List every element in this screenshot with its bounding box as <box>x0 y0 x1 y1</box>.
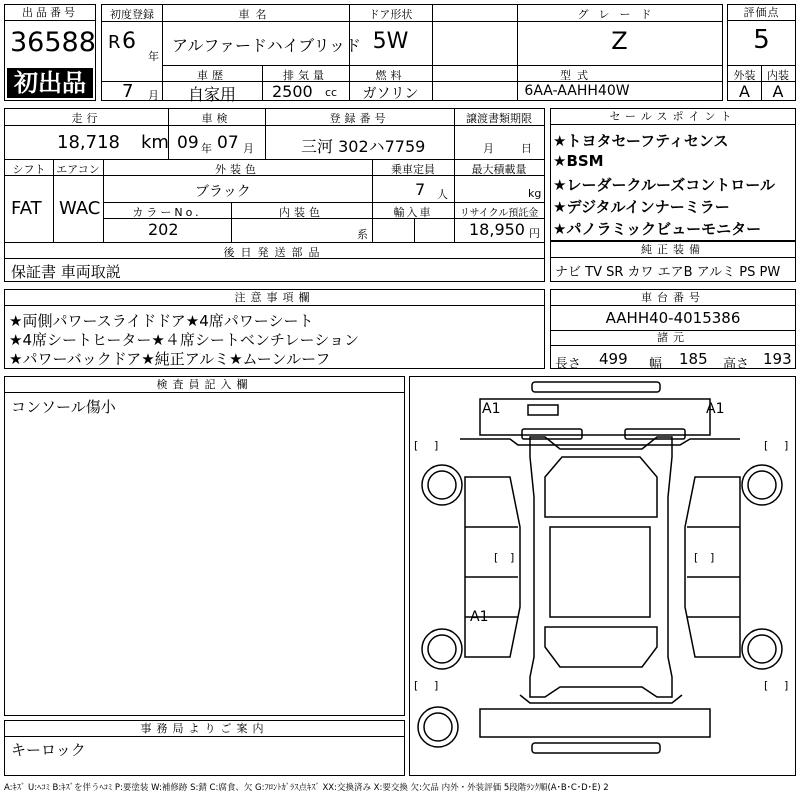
notes-line: ★4席シートヒーター★４席シートベンチレーション <box>9 331 359 349</box>
year-unit: 年 <box>148 50 159 63</box>
shift-value: FAT <box>11 198 42 219</box>
later-parts-value: 保証書 車両取説 <box>11 263 121 281</box>
history-value: 自家用 <box>187 85 236 104</box>
ext-color-value: ブラック <box>195 184 251 200</box>
grade-value: Z <box>611 27 628 55</box>
displacement-unit: cc <box>325 86 338 99</box>
inspector-label: 検査員記入欄 <box>5 377 404 393</box>
svg-text:[: [ <box>414 679 419 692</box>
int-color-unit: 系 <box>357 228 368 241</box>
transfer-month: 月 <box>483 142 494 155</box>
car-name: アルファードハイブリッド <box>172 36 361 55</box>
recycle-unit: 円 <box>529 227 540 240</box>
transfer-label: 譲渡書類期限 <box>466 112 532 125</box>
svg-text:[: [ <box>694 551 699 564</box>
inspector-value: コンソール傷小 <box>11 398 116 416</box>
first-listing-badge <box>7 68 93 98</box>
notes-label: 注意事項欄 <box>5 290 544 306</box>
inspection-year-unit: 年 <box>201 142 212 155</box>
mileage-unit: km <box>141 132 169 153</box>
registration-value: 三河 302ハ7759 <box>301 137 426 156</box>
detail-grid <box>4 108 545 282</box>
import-label: 輸入車 <box>393 206 433 219</box>
aircon-value: WAC <box>59 198 101 219</box>
mileage-value: 18,718 <box>57 132 120 153</box>
chassis-label: 車台番号 <box>551 290 795 306</box>
inspector-box <box>4 376 405 716</box>
svg-text:]: ] <box>784 439 789 452</box>
office-label: 事務局よりご案内 <box>5 721 404 737</box>
score-box <box>727 4 796 101</box>
damage-mark: A1 <box>470 609 489 625</box>
inspection-month: 07 <box>217 133 239 153</box>
height-label: 高さ <box>723 357 750 372</box>
color-no-value: 202 <box>148 220 179 239</box>
notes-line: ★パワーバックドア★純正アルミ★ムーンルーフ <box>9 350 331 368</box>
notes-line: ★両側パワースライドドア★4席パワーシート <box>9 312 314 330</box>
recycle-value: 18,950 <box>469 220 525 239</box>
doors-label: ドア形状 <box>368 8 413 21</box>
svg-text:[: [ <box>494 551 499 564</box>
selling-point: ★パノラミックビューモニター <box>553 220 762 238</box>
svg-text:]: ] <box>434 679 439 692</box>
car-diagram <box>409 376 796 776</box>
inspection-month-unit: 月 <box>243 142 254 155</box>
badge-text: 初出品 <box>14 69 86 97</box>
first-reg-label: 初度登録 <box>110 8 154 21</box>
max-load-label: 最大積載量 <box>471 163 527 176</box>
registration-label: 登録番号 <box>329 112 390 125</box>
int-score: A <box>772 82 784 101</box>
equipment-label: 純正装備 <box>551 242 795 258</box>
displacement-label: 排気量 <box>283 69 328 82</box>
svg-text:]: ] <box>510 551 515 564</box>
width-value: 185 <box>679 350 708 368</box>
mileage-label: 走行 <box>71 112 102 125</box>
model-label: 型式 <box>560 69 594 82</box>
equipment-value: ナビ TV SR カワ エアB アルミ PS PW <box>555 265 781 280</box>
office-box <box>4 720 405 776</box>
width-label: 幅 <box>649 357 663 372</box>
capacity-label: 乗車定員 <box>391 163 435 176</box>
equipment-box <box>550 241 796 282</box>
capacity-unit: 人 <box>437 188 448 201</box>
reg-month: 7 <box>122 81 134 102</box>
grade-label: グレード <box>577 8 662 21</box>
length-label: 長さ <box>555 357 582 372</box>
selling-point: ★レーダークルーズコントロール <box>553 176 775 194</box>
reg-year: 6 <box>122 29 136 54</box>
displacement-value: 2500 <box>272 82 313 101</box>
shift-label: シフト <box>12 163 46 176</box>
car-name-label: 車名 <box>238 8 273 21</box>
selling-point: ★トヨタセーフティセンス <box>553 132 729 150</box>
later-parts-label: 後日発送部品 <box>223 246 326 259</box>
month-unit: 月 <box>148 89 159 102</box>
car-outline <box>410 377 795 775</box>
office-value: キーロック <box>11 741 86 759</box>
chassis-value: AAHH40-4015386 <box>605 309 741 327</box>
damage-mark: A1 <box>706 401 725 417</box>
color-no-label: カラーNo. <box>132 206 202 219</box>
inspection-year: 09 <box>177 133 199 153</box>
damage-mark: A1 <box>482 401 501 417</box>
legend: A:ｷｽﾞ U:ﾍｺﾐ B:ｷｽﾞを伴うﾍｺﾐ P:要塗装 W:補修跡 S:錆 C:腐食、欠 G:ﾌﾛﾝﾄｶﾞﾗｽ点ｷｽﾞ XX:交換済み X:要交換 欠:欠品 内外・外装評価 5段階ﾗﾝｸ順(A･B･C･D･E) 2 <box>4 783 609 793</box>
fuel-value: ガソリン <box>362 86 419 102</box>
height-value: 193 <box>763 350 792 368</box>
dims-label: 諸元 <box>551 330 795 346</box>
fuel-label: 燃料 <box>375 69 406 82</box>
svg-text:[: [ <box>764 679 769 692</box>
svg-text:[: [ <box>764 439 769 452</box>
recycle-label: リサイクル預託金 <box>459 208 539 219</box>
selling-points-box <box>550 108 796 241</box>
capacity-value: 7 <box>415 180 426 199</box>
inspection-label: 車検 <box>201 112 232 125</box>
lot-box <box>4 4 96 101</box>
selling-point: ★BSM <box>553 152 604 170</box>
aircon-label: エアコン <box>56 163 100 176</box>
svg-text:]: ] <box>434 439 439 452</box>
era: R <box>108 32 121 53</box>
notes-box <box>4 289 545 369</box>
svg-text:]: ] <box>710 551 715 564</box>
svg-text:]: ] <box>784 679 789 692</box>
history-label: 車歴 <box>197 69 227 82</box>
chassis-box <box>550 289 796 372</box>
length-value: 499 <box>599 350 628 368</box>
model-value: 6AA-AAHH40W <box>524 83 630 99</box>
lot-number: 36588 <box>10 27 96 58</box>
score-value: 5 <box>753 25 770 55</box>
ext-color-label: 外装色 <box>215 163 260 176</box>
main-grid <box>101 4 723 104</box>
transfer-day: 日 <box>521 142 532 155</box>
max-load-unit: kg <box>528 187 542 200</box>
ext-label: 外装 <box>733 69 756 82</box>
selling-point: ★デジタルインナーミラー <box>553 198 730 216</box>
doors-value: 5W <box>372 29 409 54</box>
svg-text:[: [ <box>414 439 419 452</box>
ext-score: A <box>739 82 750 101</box>
selling-points-label: セールスポイント <box>551 109 795 125</box>
int-color-label: 内装色 <box>279 206 324 219</box>
lot-label: 出品番号 <box>5 5 95 21</box>
int-label: 内装 <box>767 69 789 82</box>
score-label: 評価点 <box>728 5 795 21</box>
